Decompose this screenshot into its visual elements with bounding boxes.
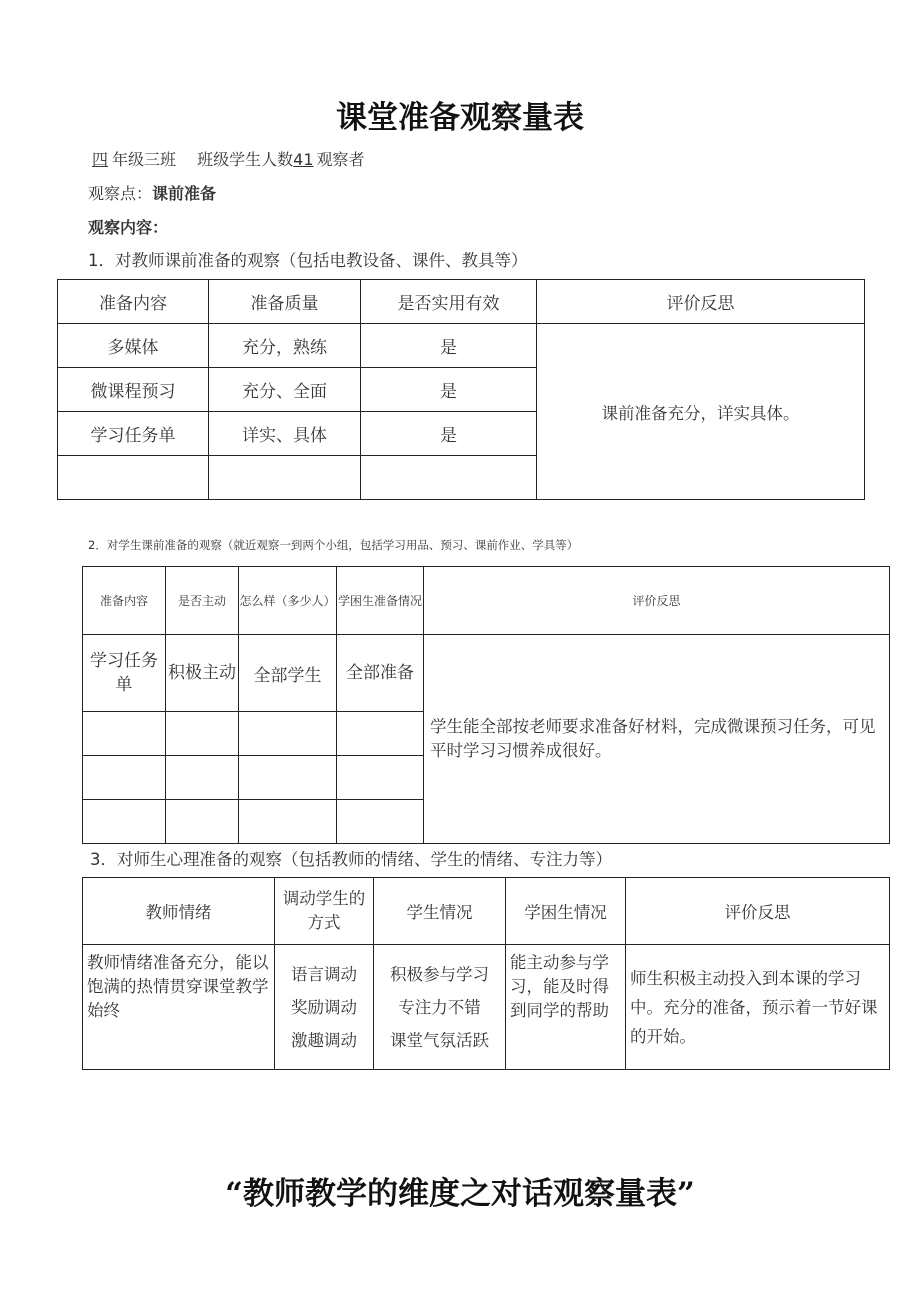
mental-prep-table [82, 877, 890, 1070]
column-header: 准备内容 [58, 280, 209, 324]
student-count-label: 班级学生人数 [197, 150, 294, 169]
table-cell: 是 [361, 412, 537, 456]
column-header: 准备内容 [83, 567, 166, 635]
grade-value: 四 [92, 150, 109, 169]
class-info-line [88, 147, 365, 170]
table-row [83, 635, 890, 712]
list-item: 积极参与学习 [390, 964, 489, 984]
reflection-cell: 学生能全部按老师要求准备好材料，完成微课预习任务，可见平时学习习惯养成很好。 [424, 635, 890, 844]
reflection-cell: 课前准备充分，详实具体。 [537, 324, 865, 500]
list-item: 课堂气氛活跃 [390, 1030, 489, 1050]
table-cell: 学习任务单 [83, 635, 166, 712]
struggling-students-cell: 能主动参与学习，能及时得到同学的帮助 [506, 945, 626, 1070]
table-cell: 多媒体 [58, 324, 209, 368]
observe-point-line [88, 181, 216, 204]
table-cell: 充分，熟练 [209, 324, 361, 368]
observe-point-value: 课前准备 [152, 184, 217, 203]
table-cell [239, 756, 337, 800]
column-header: 准备质量 [209, 280, 361, 324]
table-cell [239, 800, 337, 844]
table-cell: 学习任务单 [58, 412, 209, 456]
table-cell [239, 712, 337, 756]
table-cell: 积极主动 [166, 635, 239, 712]
table-cell [83, 800, 166, 844]
grade-suffix: 年级三班 [112, 150, 177, 169]
table-cell: 充分、全面 [209, 368, 361, 412]
observe-point-label: 观察点： [88, 184, 153, 203]
table-cell [83, 712, 166, 756]
column-header: 教师情绪 [83, 878, 275, 945]
table-cell: 全部学生 [239, 635, 337, 712]
column-header: 怎么样（多少人） [239, 567, 337, 635]
column-header: 评价反思 [424, 567, 890, 635]
list-item: 激趣调动 [291, 1030, 357, 1050]
student-count-value: 41 [293, 150, 314, 169]
column-header: 学生情况 [374, 878, 506, 945]
table-cell: 详实、具体 [209, 412, 361, 456]
column-header: 是否实用有效 [361, 280, 537, 324]
methods-cell [275, 945, 374, 1070]
column-header: 评价反思 [537, 280, 865, 324]
table-cell: 是 [361, 368, 537, 412]
column-header: 调动学生的方式 [275, 878, 374, 945]
table-header-row [83, 567, 890, 635]
table-header-row [58, 280, 865, 324]
teacher-prep-table [57, 279, 865, 500]
table-cell [166, 800, 239, 844]
student-status-cell [374, 945, 506, 1070]
table-cell [337, 800, 424, 844]
table-cell [83, 756, 166, 800]
table-cell: 微课程预习 [58, 368, 209, 412]
section2-heading: 2．对学生课前准备的观察（就近观察一到两个小组，包括学习用品、预习、课前作业、学具等） [88, 538, 579, 552]
table-cell: 是 [361, 324, 537, 368]
page-title: 课堂准备观察量表 [336, 100, 584, 136]
table-cell [361, 456, 537, 500]
table-cell [166, 712, 239, 756]
table-header-row [83, 878, 890, 945]
column-header: 是否主动 [166, 567, 239, 635]
table-cell [209, 456, 361, 500]
observer-label: 观察者 [316, 150, 365, 169]
column-header: 评价反思 [626, 878, 890, 945]
table-row [83, 945, 890, 1070]
section3-heading: 3．对师生心理准备的观察（包括教师的情绪、学生的情绪、专注力等） [90, 850, 612, 869]
table-cell [166, 756, 239, 800]
section1-heading: 1．对教师课前准备的观察（包括电教设备、课件、教具等） [88, 251, 528, 270]
student-prep-table [82, 566, 890, 844]
list-item: 专注力不错 [398, 997, 481, 1017]
list-item: 语言调动 [291, 964, 357, 984]
table-cell [337, 756, 424, 800]
list-item: 奖励调动 [291, 997, 357, 1017]
table-row [58, 324, 865, 368]
second-title: “教师教学的维度之对话观察量表” [225, 1176, 695, 1212]
table-cell [337, 712, 424, 756]
table-cell [58, 456, 209, 500]
column-header: 学困生准备情况 [337, 567, 424, 635]
reflection-cell: 师生积极主动投入到本课的学习中。充分的准备，预示着一节好课的开始。 [626, 945, 890, 1070]
observe-content-label: 观察内容： [88, 218, 169, 237]
teacher-emotion-cell: 教师情绪准备充分，能以饱满的热情贯穿课堂教学始终 [83, 945, 275, 1070]
table-cell: 全部准备 [337, 635, 424, 712]
column-header: 学困生情况 [506, 878, 626, 945]
